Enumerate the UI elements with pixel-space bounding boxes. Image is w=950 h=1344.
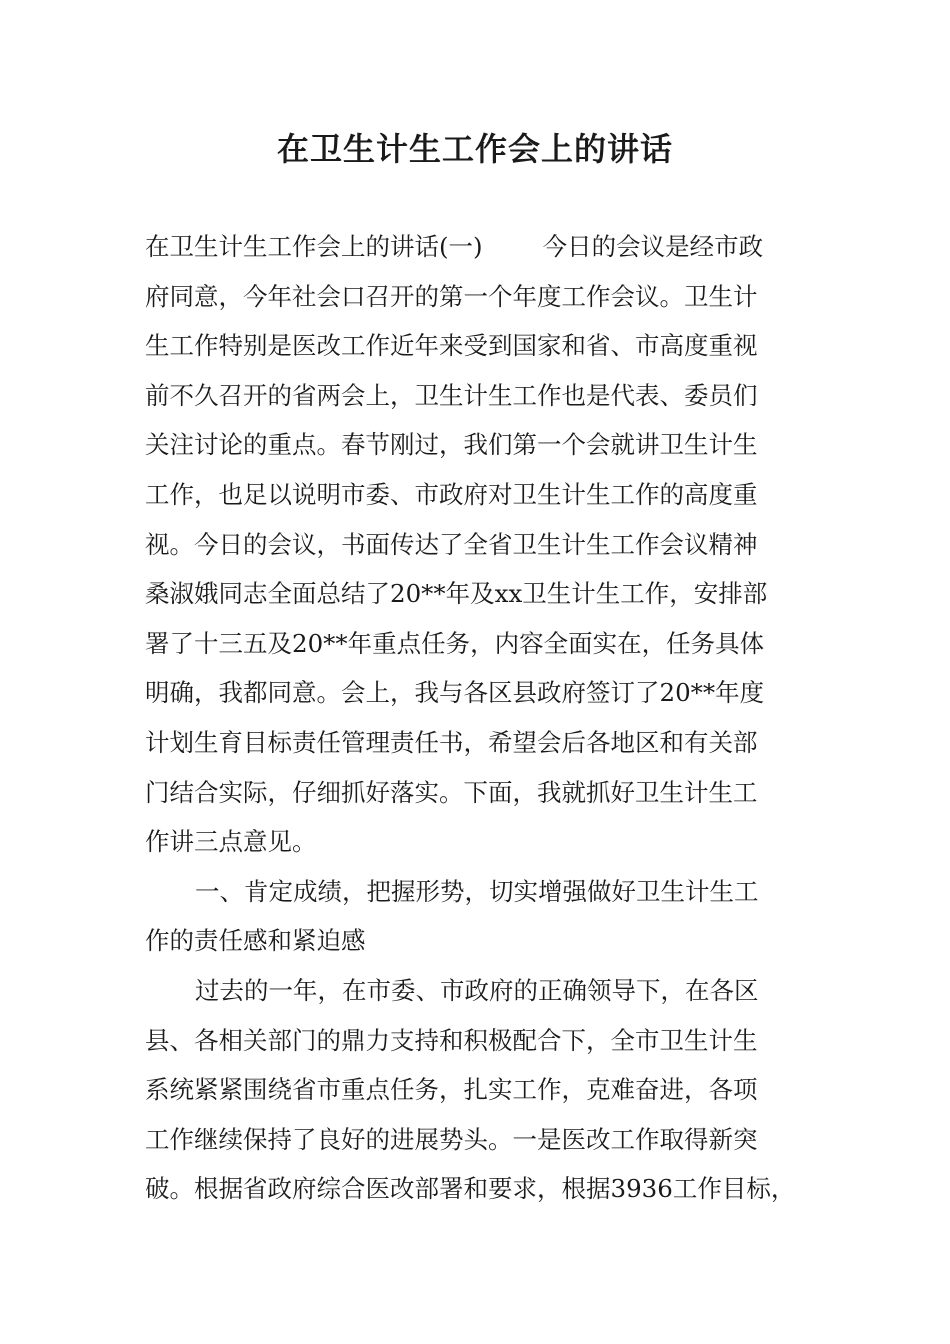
text-line: 门结合实际，仔细抓好落实。下面，我就抓好卫生计生工 [145,777,758,807]
text-line: 关注讨论的重点。春节刚过，我们第一个会就讲卫生计生 [145,430,758,460]
subtitle-inline: 在卫生计生工作会上的讲话(一) [145,232,483,261]
text-line: 工作继续保持了良好的进展势头。一是医改工作取得新突 [145,1124,758,1154]
text-line: 视。今日的会议，书面传达了全省卫生计生工作会议精神 [145,529,758,559]
text-line: 系统紧紧围绕省市重点任务，扎实工作，克难奋进，各项 [145,1075,758,1105]
text-line: 生工作特别是医改工作近年来受到国家和省、市高度重视 [145,331,758,361]
document-body [145,222,815,1214]
text-line: 前不久召开的省两会上，卫生计生工作也是代表、委员们 [145,380,758,410]
text-line: 作讲三点意见。 [145,827,317,857]
text-line: 桑淑娥同志全面总结了20**年及xx卫生计生工作，安排部 [145,579,768,609]
document-title: 在卫生计生工作会上的讲话 [276,130,673,168]
text-line-first [145,222,815,272]
text-line: 署了十三五及20**年重点任务，内容全面实在，任务具体 [145,628,765,658]
text-line: 县、各相关部门的鼎力支持和积极配合下，全市卫生计生 [145,1025,758,1055]
text-line: 破。根据省政府综合医改部署和要求，根据3936工作目标， [145,1174,796,1204]
text-line: 府同意，今年社会口召开的第一个年度工作会议。卫生计 [145,281,758,311]
text-line: 明确，我都同意。会上，我与各区县政府签订了20**年度 [145,678,765,708]
section-heading-line: 作的责任感和紧迫感 [145,926,366,956]
paragraph-start: 今日的会议是经市政 [542,232,764,261]
text-line: 工作，也足以说明市委、市政府对卫生计生工作的高度重 [145,479,758,509]
section-heading-line: 一、肯定成绩，把握形势，切实增强做好卫生计生工 [195,876,759,906]
text-line: 计划生育目标责任管理责任书，希望会后各地区和有关部 [145,727,758,757]
text-line: 过去的一年，在市委、市政府的正确领导下，在各区 [195,975,759,1005]
